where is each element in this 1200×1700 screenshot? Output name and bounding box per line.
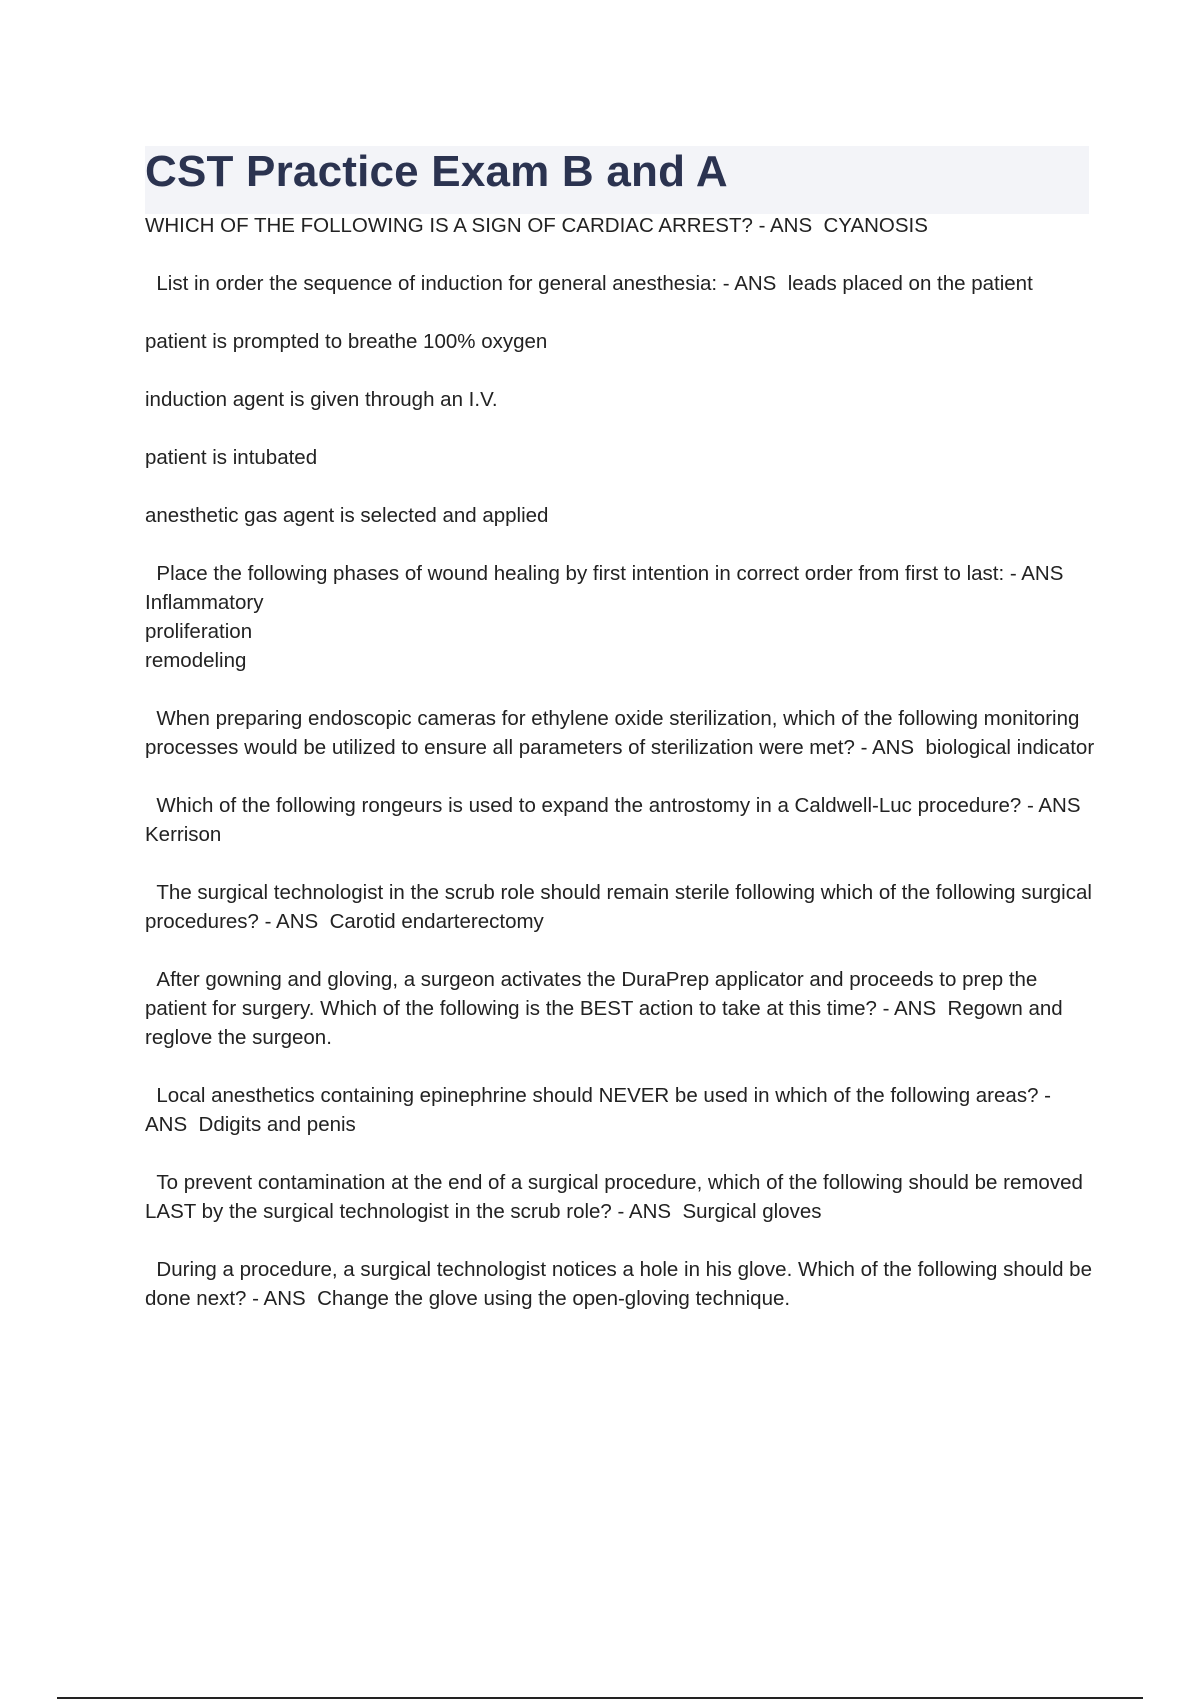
qa-paragraph: patient is intubated [145,446,318,469]
document-body [145,211,1098,1342]
qa-paragraph: To prevent contamination at the end of a surgical procedure, which of the following should be removed LAST by the surgical technologist in the scrub role? - ANS Surgical gloves [145,1171,1089,1223]
qa-paragraph: List in order the sequence of induction for general anesthesia: - ANS leads placed on the patient [145,272,1033,295]
qa-paragraph: When preparing endoscopic cameras for ethylene oxide sterilization, which of the following monitoring processes would be utilized to ensure all parameters of sterilization were met? - ANS biological indicator [145,707,1095,759]
qa-paragraph: After gowning and gloving, a surgeon activates the DuraPrep applicator and proceeds to prep the patient for surgery. Which of the following is the BEST action to take at this time? - ANS Regown and reglove the surgeon. [145,968,1069,1049]
document-title: CST Practice Exam B and A [145,147,728,196]
qa-paragraph: induction agent is given through an I.V. [145,388,498,411]
qa-paragraph: Place the following phases of wound healing by first intention in correct order from first to last: - ANS Inflammatory proliferation remodeling [145,562,1064,672]
qa-paragraph: The surgical technologist in the scrub role should remain sterile following which of the following surgical procedures? - ANS Carotid endarterectomy [145,881,1098,933]
qa-paragraph: patient is prompted to breathe 100% oxygen [145,330,548,353]
qa-paragraph: During a procedure, a surgical technologist notices a hole in his glove. Which of the following should be done next? - ANS Change the glove using the open-gloving technique. [145,1258,1098,1310]
footer-divider [57,1697,1143,1699]
qa-paragraph: Which of the following rongeurs is used to expand the antrostomy in a Caldwell-Luc procedure? - ANS Kerrison [145,794,1092,846]
qa-paragraph: anesthetic gas agent is selected and applied [145,504,549,527]
qa-paragraph: WHICH OF THE FOLLOWING IS A SIGN OF CARDIAC ARREST? - ANS CYANOSIS [145,214,928,237]
qa-paragraph: Local anesthetics containing epinephrine should NEVER be used in which of the following areas? - ANS Ddigits and penis [145,1084,1056,1136]
